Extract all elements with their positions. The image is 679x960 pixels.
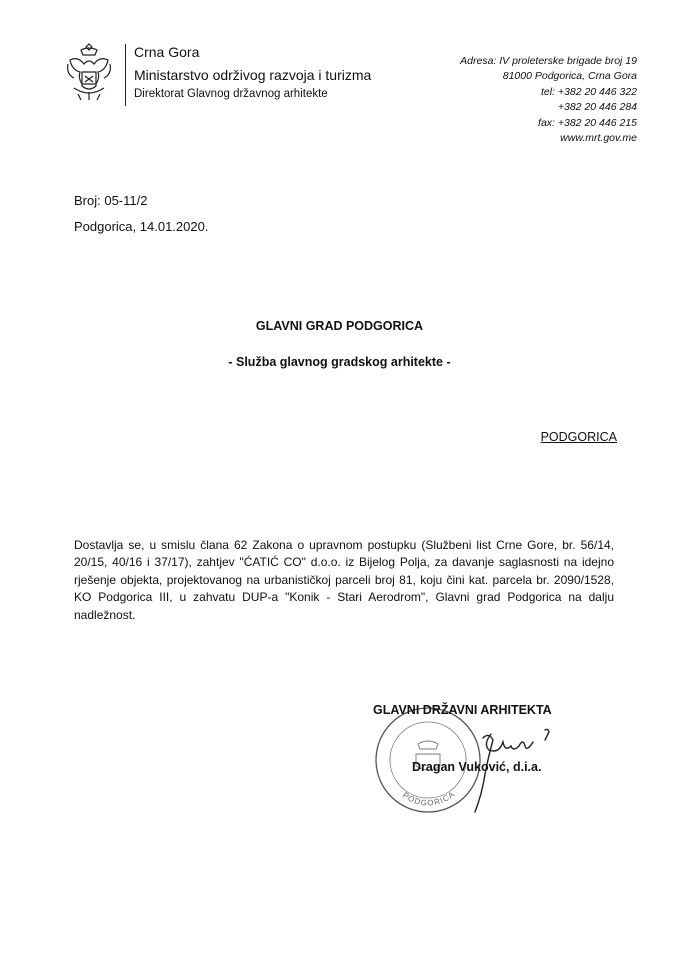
recipient-name: GLAVNI GRAD PODGORICA xyxy=(255,319,424,333)
letter-body: Dostavlja se, u smislu člana 62 Zakona o upravnom postupku (Službeni list Crne Gore, br. 56/14, 20/15, 40/16 i 37/17), zahtjev "ĆATIĆ CO" d.o.o. iz Bijelog Polja, za davanje saglasnosti na idejno rješenje objekta, projektovanog na urbanističkoj parceli broj 81, koju čini kat. parcela br. 2090/1528, KO Podgorica III, u zahvatu DUP-a "Konik - Stari Aerodrom", Glavni grad Podgorica na dalju nadležnost. xyxy=(74,538,614,622)
signatory-title: GLAVNI DRŽAVNI ARHITEKTA xyxy=(373,703,552,717)
address-line: Adresa: IV proleterske brigade broj 19 xyxy=(460,55,637,67)
recipient-service: - Služba glavnog gradskog arhitekte - xyxy=(228,355,451,369)
place-and-date: Podgorica, 14.01.2020. xyxy=(74,219,209,234)
header-divider xyxy=(125,44,126,106)
document-number: Broj: 05-11/2 xyxy=(74,193,148,208)
contact-address-block xyxy=(460,54,637,146)
phone-line: tel: +382 20 446 322 xyxy=(540,85,637,98)
recipient-city: PODGORICA xyxy=(540,430,617,444)
directorate-name: Direktorat Glavnog državnog arhitekte xyxy=(134,88,328,100)
coat-of-arms-logo xyxy=(64,42,114,104)
country-name: Crna Gora xyxy=(134,44,200,60)
signatory-name: Dragan Vuković, d.i.a. xyxy=(412,760,542,774)
website-link[interactable]: www.mrt.gov.me xyxy=(560,132,637,145)
handwritten-signature xyxy=(405,724,580,824)
address-line: 81000 Podgorica, Crna Gora xyxy=(502,70,637,83)
fax-line: fax: +382 20 446 215 xyxy=(538,116,637,129)
stamp-text: PODGORICA xyxy=(400,789,457,808)
ministry-name: Ministarstvo održivog razvoja i turizma xyxy=(134,67,372,83)
phone-line: +382 20 446 284 xyxy=(557,101,637,114)
